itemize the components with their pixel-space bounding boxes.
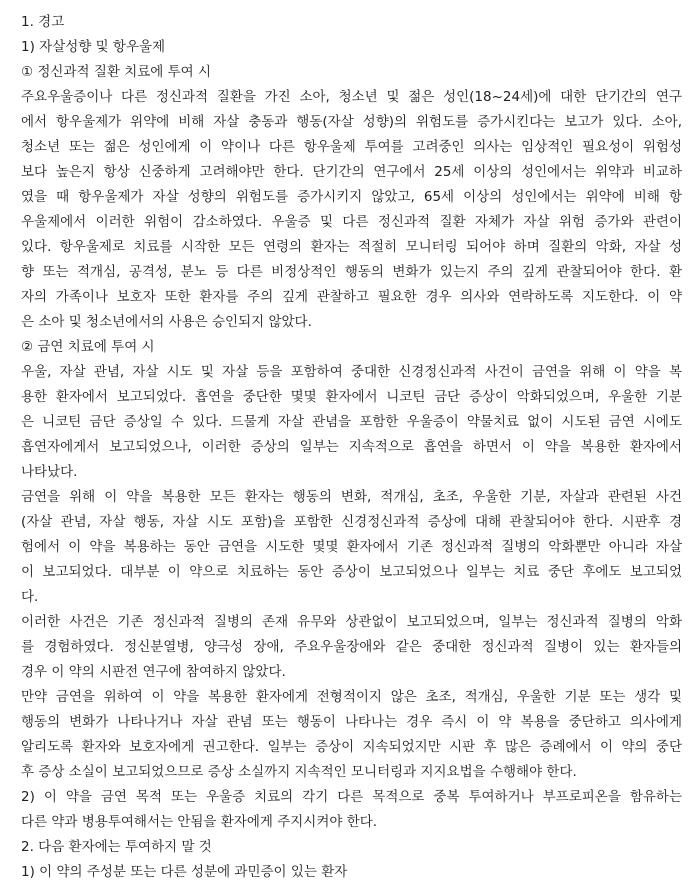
text-line: 보다 높은지 항상 신중하게 고려해야만 한다. 단기간의 연구에서 25세 이상의 성인에서는 위약과 비교하 [21, 164, 682, 180]
text-line: 흡연자에게서 보고되었으나, 이러한 증상의 일부는 지속적으로 흡연을 하면서 이 약을 복용한 환자에서 [21, 439, 682, 455]
text-line: 경우 이 약의 시판전 연구에 참여하지 않았다. [21, 664, 286, 680]
text-line: 1) 자살성향 및 항우울제 [21, 39, 166, 55]
text-line: 1) 이 약의 주성분 또는 다른 성분에 과민증이 있는 환자 [21, 864, 348, 880]
text-line: 만약 금연을 위하여 이 약을 복용한 환자에게 전형적이지 않은 초조, 적개심, 우울한 기분 또는 생각 및 [21, 689, 682, 705]
text-line: 다. [21, 589, 39, 605]
text-line: 1. 경고 [21, 14, 65, 30]
text-line: 를 경험하였다. 정신분열병, 양극성 장애, 주요우울장애와 같은 중대한 정신과적 질병이 있는 환자들의 [21, 639, 682, 655]
text-line: 자의 가족이나 보호자 또한 환자를 주의 깊게 관찰하고 필요한 경우 의사와 연락하도록 지도한다. 이 약 [21, 289, 682, 305]
text-line: 에서 항우울제가 위약에 비해 자살 충동과 행동(자살 성향)의 위험도를 증가시킨다는 보고가 있다. 소아, [21, 114, 682, 130]
text-line: 은 소아 및 청소년에서의 사용은 승인되지 않았다. [21, 314, 312, 330]
text-line: 행동의 변화가 나타나거나 자살 관념 또는 행동이 나타나는 경우 즉시 이 약 복용을 중단하고 의사에게 [21, 714, 682, 730]
text-line: 이 보고되었다. 대부분 이 약으로 치료하는 동안 증상이 보고되었으나 일부는 치료 중단 후에도 보고되었 [21, 564, 682, 580]
text-line: 험에서 이 약을 복용하는 동안 금연을 시도한 몇몇 환자에서 기존 정신과적 질병의 악화뿐만 아니라 자살 [21, 539, 682, 555]
text-line: 향 또는 적개심, 공격성, 분노 등 다른 비정상적인 행동의 변화가 있는지 주의 깊게 관찰되어야 한다. 환 [21, 264, 682, 280]
text-line: 다른 약과 병용투여해서는 안됨을 환자에게 주지시켜야 한다. [21, 814, 378, 830]
text-line: 은 니코틴 금단 증상일 수 있다. 드물게 자살 관념을 포함한 우울증이 약물치료 없이 시도된 금연 시에도 [21, 414, 682, 430]
text-line: 우울, 자살 관념, 자살 시도 및 자살 등을 포함하여 중대한 신경정신과적 사건이 금연을 위해 이 약을 복 [21, 364, 682, 380]
text-line: 있다. 항우울제로 치료를 시작한 모든 연령의 환자는 적절히 모니터링 되어야 하며 질환의 악화, 자살 성 [21, 239, 682, 255]
text-line: 후 증상 소실이 보고되었으므로 증상 소실까지 지속적인 모니터링과 지지요법을 수행해야 한다. [21, 764, 577, 780]
text-line: ① 정신과적 질환 치료에 투여 시 [21, 64, 212, 80]
text-line: 2) 이 약을 금연 목적 또는 우울증 치료의 각기 다른 목적으로 중복 투여하거나 부프로피온을 함유하는 [21, 789, 682, 805]
text-line: 알리도록 환자와 보호자에게 권고한다. 일부는 증상이 지속되었지만 시판 후 많은 증례에서 이 약의 중단 [21, 739, 682, 755]
text-line: 였을 때 항우울제가 자살 성향의 위험도를 증가시키지 않았고, 65세 이상의 성인에서는 위약에 비해 항 [21, 189, 682, 205]
text-line: 이러한 사건은 기존 정신과적 질병의 존재 유무와 상관없이 보고되었으며, 일부는 정신과적 질병의 악화 [21, 614, 682, 630]
text-line: 나타났다. [21, 464, 78, 480]
text-line: (자살 관념, 자살 행동, 자살 시도 포함)을 포함한 신경정신과적 증상에 대해 관찰되어야 한다. 시판후 경 [21, 514, 682, 530]
text-line: 용한 환자에서 보고되었다. 흡연을 중단한 몇몇 환자에서 니코틴 금단 증상이 악화되었으며, 우울한 기분 [21, 389, 682, 405]
text-line: 청소년 또는 젊은 성인에게 이 약이나 다른 항우울제 투여를 고려중인 의사는 임상적인 필요성이 위험성 [21, 139, 682, 155]
text-line: 금연을 위해 이 약을 복용한 모든 환자는 행동의 변화, 적개심, 초조, 우울한 기분, 자살과 관련된 사건 [21, 489, 682, 505]
text-line: 주요우울증이나 다른 정신과적 질환을 가진 소아, 청소년 및 젊은 성인(18~24세)에 대한 단기간의 연구 [21, 89, 682, 105]
text-line: ② 금연 치료에 투여 시 [21, 339, 155, 355]
text-line: 2. 다음 환자에는 투여하지 말 것 [21, 839, 212, 855]
text-line: 우울제에서 이러한 위험이 감소하였다. 우울증 및 다른 정신과적 질환 자체가 자살 위험 증가와 관련이 [21, 214, 682, 230]
